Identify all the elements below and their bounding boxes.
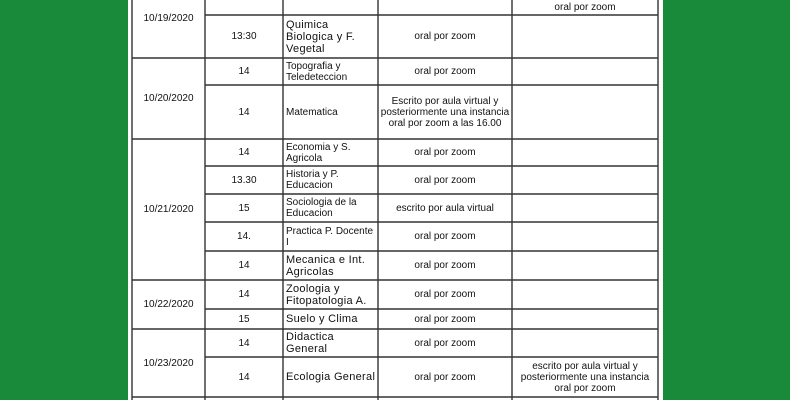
modality-cell: oral por zoom [414,371,476,383]
time-cell: 14 [238,337,250,349]
modality-cell: oral por zoom [414,231,476,242]
exam-schedule-sheet [128,0,663,400]
note-cell: oral por zoom [554,2,616,13]
modality-cell: oral por zoom [414,31,476,42]
subject-cell: Matematica [286,106,338,118]
time-cell: 15 [238,313,250,325]
modality-cell: oral por zoom [414,260,476,271]
subject-cell: Zoologia y Fitopatologia A. [286,282,367,307]
subject-cell: Didactica General [286,331,334,355]
modality-cell: oral por zoom [414,174,476,186]
date-cell: 10/22/2020 [143,299,194,310]
subject-cell: Practica P. Docente I [286,225,374,248]
modality-cell: escrito por aula virtual [396,202,494,214]
time-cell: 14 [238,66,250,77]
subject-cell: Quimica Biologica y F. Vegetal [286,18,356,55]
subject-cell: Mecanica e Int. Agricolas [286,253,366,278]
date-cell: 10/20/2020 [143,93,194,104]
subject-cell: Ecologia General [286,371,376,383]
time-cell: 14 [238,260,250,271]
modality-cell: oral por zoom [414,147,476,158]
modality-cell: oral por zoom [414,337,476,349]
subject-cell: Topografia y Teledeteccion [286,60,348,83]
date-cell: 10/19/2020 [143,12,194,24]
date-cell: 10/21/2020 [143,204,194,215]
time-cell: 14 [238,371,250,383]
time-cell: 13.30 [231,174,257,186]
time-cell: 14. [237,231,251,242]
date-cell: 10/23/2020 [143,357,194,369]
time-cell: 14 [238,147,250,158]
subject-cell: Economia y S. Agricola [286,141,351,164]
time-cell: 13:30 [231,31,257,42]
modality-cell: Escrito por aula virtual y posteriormente una instancia oral por zoom a las 16.00 [380,95,510,129]
time-cell: 15 [238,202,250,214]
subject-cell: Sociologia de la Educacion [286,197,357,219]
modality-cell: oral por zoom [414,313,476,325]
modality-cell: oral por zoom [414,66,476,77]
subject-cell: Suelo y Clima [286,313,358,325]
modality-cell: oral por zoom [414,289,476,300]
note-cell: escrito por aula virtual y posteriormente una instancia oral por zoom [520,360,650,394]
time-cell: 14 [238,106,250,118]
subject-cell: Historia y P. Educacion [286,169,339,191]
time-cell: 14 [238,289,250,300]
